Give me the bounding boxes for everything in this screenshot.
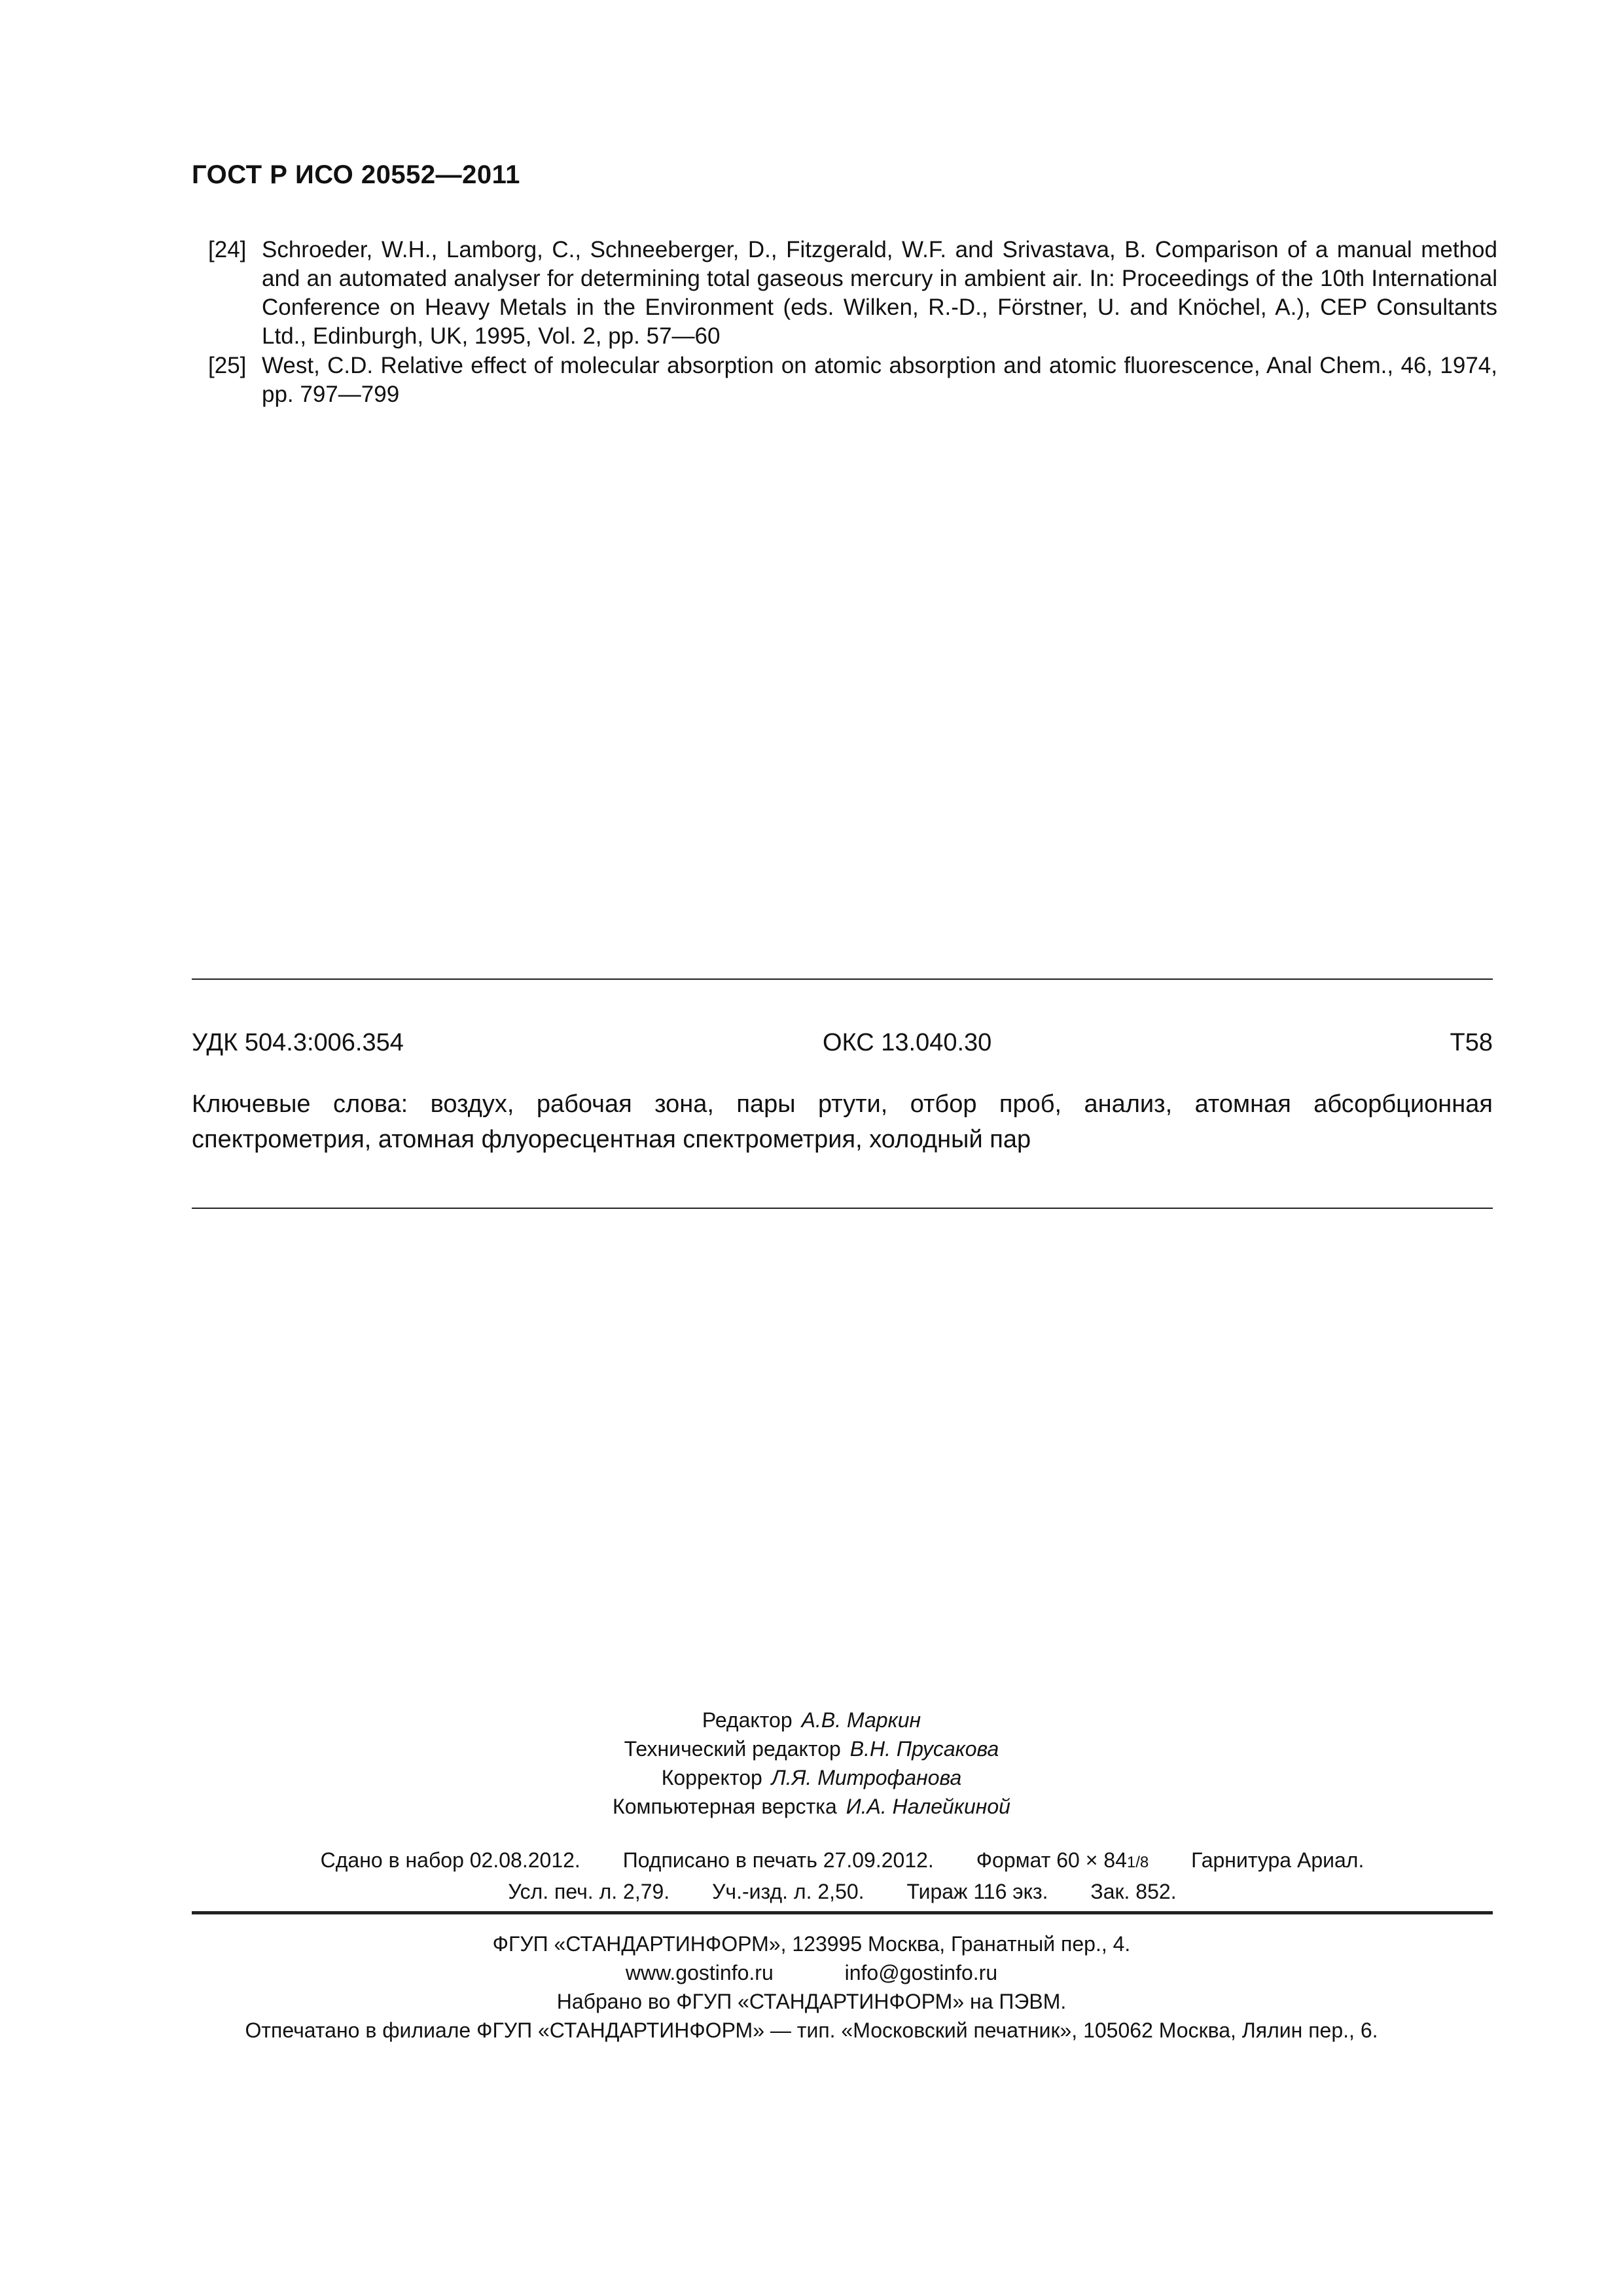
credit-layout — [0, 1792, 1623, 1821]
credit-proofreader — [0, 1763, 1623, 1792]
credit-name: А.В. Маркин — [801, 1708, 921, 1732]
reference-text: Schroeder, W.H., Lamborg, C., Schneeberger, D., Fitzgerald, W.F. and Srivastava, B. Comparison of a manual method and an automated analyser for determining total gaseous mercury in ambient air. In: Proceedings of the 10th International Conference on Heavy Metals in the Environment (eds. Wilken, R.-D., Förstner, U. and Knöchel, A.), CEP Consultants Ltd., Edinburgh, UK, 1995, Vol. 2, pp. 57—60 — [262, 237, 1497, 349]
reference-number: [25] — [208, 353, 247, 378]
keywords-paragraph: Ключевые слова: воздух, рабочая зона, пары ртути, отбор проб, анализ, атомная абсорбционная спектрометрия, атомная флуоресцентная спектрометрия, холодный пар — [192, 1090, 1493, 1153]
references-list — [208, 236, 1497, 410]
paper-format-fraction: 1/8 — [1126, 1854, 1149, 1871]
oks-code: ОКС 13.040.30 — [823, 1029, 992, 1056]
credit-role: Компьютерная верстка — [613, 1795, 837, 1818]
publisher-block — [0, 1929, 1623, 2045]
typeface: Гарнитура Ариал. — [1191, 1848, 1364, 1872]
publisher-typeset: Набрано во ФГУП «СТАНДАРТИНФОРМ» на ПЭВМ. — [556, 1990, 1067, 2013]
signed-date: Подписано в печать 27.09.2012. — [622, 1848, 934, 1872]
submitted-date: Сдано в набор 02.08.2012. — [320, 1848, 580, 1872]
publisher-printed: Отпечатано в филиале ФГУП «СТАНДАРТИНФОРМ» — тип. «Московский печатник», 105062 Москва, Лялин пер., 6. — [245, 2018, 1378, 2042]
udk-code: УДК 504.3:006.354 — [192, 1029, 404, 1056]
divider-bottom — [192, 1208, 1493, 1209]
publisher-address: ФГУП «СТАНДАРТИНФОРМ», 123995 Москва, Гранатный пер., 4. — [492, 1932, 1131, 1956]
reference-item — [208, 351, 1497, 409]
print-sheets: Усл. печ. л. 2,79. — [508, 1880, 670, 1903]
circulation: Тираж 116 экз. — [906, 1880, 1048, 1903]
print-info-line-2 — [192, 1877, 1493, 1906]
credits-block — [0, 1706, 1623, 1821]
page-header-standard-id: ГОСТ Р ИСО 20552—2011 — [192, 160, 520, 189]
paper-format-prefix: Формат 60 × 84 — [976, 1848, 1127, 1872]
print-info-line-1 — [192, 1846, 1493, 1877]
reference-number: [24] — [208, 237, 247, 262]
credit-name: Л.Я. Митрофанова — [771, 1766, 962, 1789]
publisher-sheets: Уч.-изд. л. 2,50. — [712, 1880, 865, 1903]
credit-role: Редактор — [702, 1708, 793, 1732]
group-code: Т58 — [1450, 1029, 1493, 1056]
reference-text: West, C.D. Relative effect of molecular absorption on atomic absorption and atomic fluorescence, Anal Chem., 46, 1974, pp. 797—799 — [262, 353, 1497, 407]
paper-format — [976, 1848, 1149, 1872]
publisher-website-link[interactable]: www.gostinfo.ru — [625, 1961, 774, 1984]
divider-top — [192, 978, 1493, 980]
divider-publisher — [192, 1911, 1493, 1914]
order-number: Зак. 852. — [1090, 1880, 1177, 1903]
credit-role: Корректор — [661, 1766, 762, 1789]
publisher-email-link[interactable]: info@gostinfo.ru — [844, 1961, 998, 1984]
publisher-contacts — [0, 1958, 1623, 1987]
reference-item — [208, 236, 1497, 351]
credit-role: Технический редактор — [624, 1737, 841, 1761]
credit-editor — [0, 1706, 1623, 1734]
credit-name: И.А. Налейкиной — [846, 1795, 1010, 1818]
credit-tech-editor — [0, 1734, 1623, 1763]
credit-name: В.Н. Прусакова — [849, 1737, 999, 1761]
print-info-block — [192, 1846, 1493, 1906]
